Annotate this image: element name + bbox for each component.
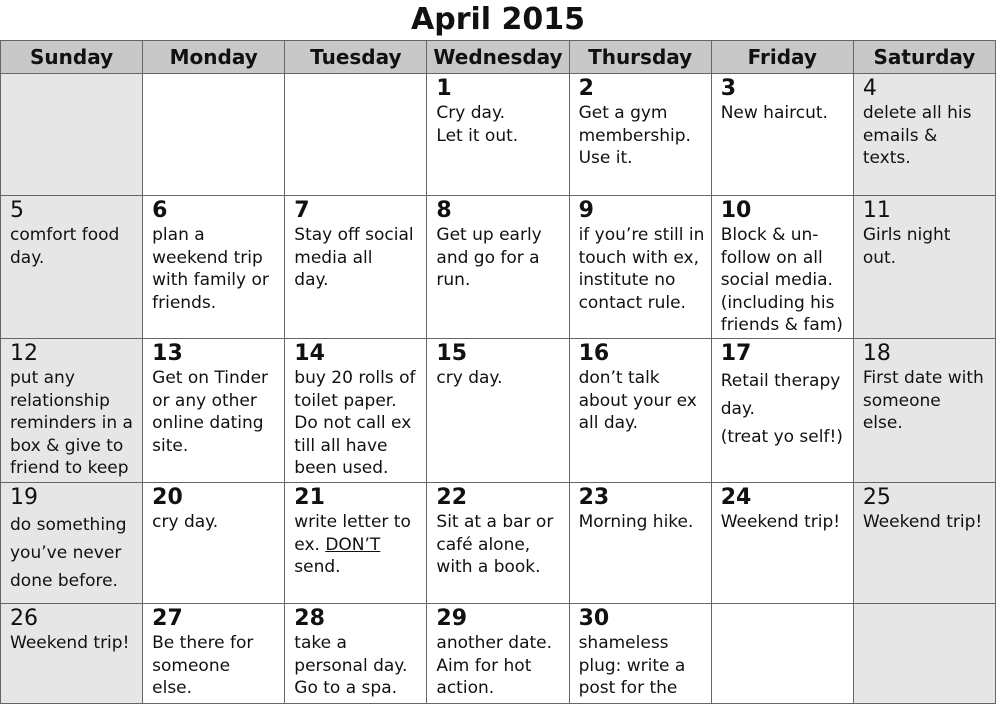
day-number: 29 [436,606,468,631]
weekday-friday: Friday [711,41,853,74]
day-number: 10 [720,198,752,223]
day-cell [569,196,711,339]
day-number: 4 [862,76,877,101]
day-note: comfort food day. [10,225,120,268]
day-cell [569,604,711,704]
day-cell [285,196,427,339]
week-row-2 [1,196,996,339]
day-note: Get on Tinder or any other online dating site. [152,368,269,456]
day-note: Girls night out. [862,225,951,268]
day-number: 12 [10,341,38,366]
weekday-thursday: Thursday [569,41,711,74]
day-number: 7 [294,198,310,223]
day-note: Sit at a bar or café alone, with a book. [436,512,554,577]
day-number: 18 [862,341,891,366]
week-row-3 [1,339,996,483]
day-note: delete all his emails & texts. [862,103,972,168]
calendar-grid [0,40,996,704]
day-note: Weekend trip! [10,633,130,653]
day-number: 26 [10,606,38,631]
day-note: Get up early and go for a run. [436,225,542,290]
day-cell [427,339,569,483]
day-number: 11 [862,198,891,223]
day-note: buy 20 rolls of toilet paper. Do not call ex till all have been used. [294,368,416,478]
day-number: 8 [436,198,452,223]
day-cell [711,339,853,483]
day-note: another date. Aim for hot action. [436,633,553,698]
day-cell [143,339,285,483]
week-row-5 [1,604,996,704]
day-number: 6 [152,198,168,223]
day-note: Block & un- follow on all social media. (including his friends & fam) [720,225,843,335]
day-cell [853,483,995,604]
day-note: cry day. [436,368,503,388]
day-cell [711,196,853,339]
day-note: shameless plug: write a post for the [578,633,686,698]
day-number: 28 [294,606,325,631]
day-number: 20 [152,485,183,510]
day-note: Stay off social media all day. [294,225,414,290]
day-note: Cry day. Let it out. [436,103,519,146]
day-cell [143,604,285,704]
day-cell [427,604,569,704]
day-cell [853,196,995,339]
day-number: 17 [720,341,752,366]
day-cell [285,339,427,483]
day-cell [569,483,711,604]
day-note: Weekend trip! [862,512,983,532]
day-cell [1,74,143,196]
day-cell [853,74,995,196]
day-cell [711,483,853,604]
day-note: Weekend trip! [720,512,841,532]
day-note: Get a gym membership. Use it. [578,103,691,168]
day-cell [427,483,569,604]
day-cell [853,339,995,483]
day-cell [711,74,853,196]
day-number: 24 [720,485,752,510]
day-number: 19 [10,485,38,510]
day-note: if you’re still in touch with ex, institute no contact rule. [578,225,705,313]
day-number: 14 [294,341,325,366]
day-note: Be there for someone else. [152,633,254,698]
day-note: take a personal day. Go to a spa. [294,633,408,698]
day-number: 9 [578,198,594,223]
day-number: 27 [152,606,183,631]
day-cell [427,196,569,339]
day-number: 5 [10,198,24,223]
day-number: 2 [578,76,594,101]
day-note: put any relationship reminders in a box & give to friend to keep [10,368,133,478]
day-note: do something you’ve never done before. [10,515,127,591]
day-note: Retail therapy day. (treat yo self!) [720,371,843,447]
day-cell [1,604,143,704]
weekday-wednesday: Wednesday [427,41,569,74]
day-number: 21 [294,485,325,510]
day-cell [1,196,143,339]
day-note-part: write letter to ex. [294,512,411,555]
day-cell [1,483,143,604]
day-number: 1 [436,76,452,101]
weekday-saturday: Saturday [853,41,995,74]
day-cell [143,483,285,604]
day-cell [569,339,711,483]
day-number: 15 [436,341,468,366]
calendar-title: April 2015 [411,2,585,37]
week-row-4 [1,483,996,604]
day-number: 25 [862,485,891,510]
day-cell [143,196,285,339]
day-cell [1,339,143,483]
weekday-monday: Monday [143,41,285,74]
day-cell [853,604,995,704]
day-note [294,511,420,579]
day-cell [427,74,569,196]
weekday-sunday: Sunday [1,41,143,74]
day-cell [143,74,285,196]
day-number: 3 [720,76,737,101]
day-number: 23 [578,485,610,510]
day-cell [569,74,711,196]
day-note: cry day. [152,512,219,532]
week-row-1 [1,74,996,196]
day-cell [285,483,427,604]
weekday-header-row [1,41,996,74]
day-number: 30 [578,606,610,631]
day-cell [285,74,427,196]
day-number: 22 [436,485,468,510]
day-cell [285,604,427,704]
day-note: Morning hike. [578,512,694,532]
day-number: 16 [578,341,610,366]
day-note: don’t talk about your ex all day. [578,368,697,433]
day-number: 13 [152,341,183,366]
weekday-tuesday: Tuesday [285,41,427,74]
day-cell [711,604,853,704]
day-note-emphasis: DON’T [325,534,381,555]
day-note-part: send. [294,557,341,577]
day-note: New haircut. [720,103,828,123]
day-note: First date with someone else. [862,368,984,433]
day-note: plan a weekend trip with family or friends. [152,225,269,313]
